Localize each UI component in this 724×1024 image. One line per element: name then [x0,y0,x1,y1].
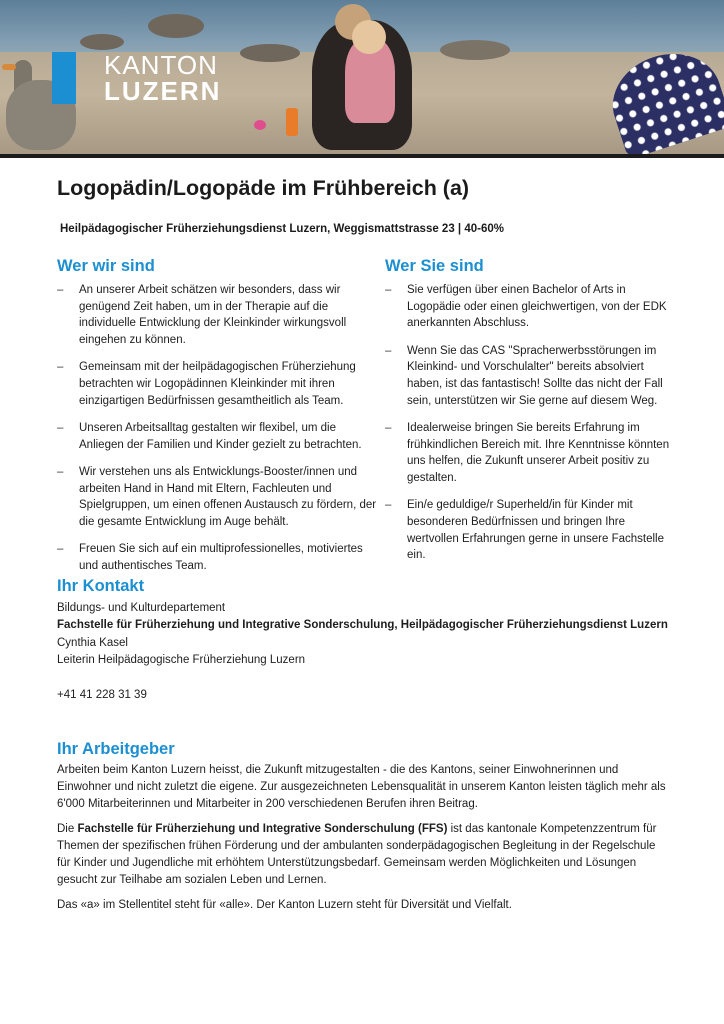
logo-text [104,52,221,104]
employer-paragraph: Arbeiten beim Kanton Luzern heisst, die Zukunft mitzugestalten - die des Kantons, seiner Einwohnerinnen und Einwohner und nicht zuletzt die eigene. Zur ausgezeichneten Lebensqualität in unserem Kanton leisten täglich mehr als 6'000 Mitarbeiterinnen und Mitarbeiter in 200 verschiedenen Berufen ihren Beitrag. [57,764,666,810]
bullet-list [385,282,670,564]
paragraph-prefix: Die [57,823,78,835]
banner-rock [80,34,124,50]
list-item: – Gemeinsam mit der heilpädagogischen Früherziehung betrachten wir Logopädinnen Kleinkinder mit ihren einzigartigen Bedürfnissen gesamtheitlich als Team. [57,359,379,409]
banner-rule [0,154,724,158]
section-wer-sie-sind [385,257,670,575]
section-heading: Ihr Arbeitgeber [57,740,175,758]
list-item: – Freuen Sie sich auf ein multiprofessionelles, motiviertes und authentisches Team. [57,541,379,574]
job-subtitle: Heilpädagogischer Früherziehungsdienst Luzern, Weggismattstrasse 23 | 40-60% [60,223,504,235]
employer-paragraph [57,821,669,889]
list-item: – Ein/e geduldige/r Superheld/in für Kinder mit besonderen Bedürfnissen und bringen Ihre wertvollen Erfahrungen gerne in unsere Fachstelle ein. [385,497,670,564]
section-heading: Wer Sie sind [385,257,484,275]
section-kontakt [57,578,677,705]
bullet-list [57,282,379,575]
section-wer-wir-sind [57,257,379,585]
banner-rock [440,40,510,60]
section-arbeitgeber [57,741,669,922]
list-item: – An unserer Arbeit schätzen wir besonders, dass wir genügend Zeit haben, um in der Therapie auf die individuelle Entwicklung der Kleinkinder wirkungsvoll eingehen zu können. [57,282,379,349]
header-banner [0,0,724,158]
goose-beak [2,64,16,70]
toy-shovel [286,108,298,136]
banner-rock [148,14,204,38]
list-item: – Idealerweise bringen Sie bereits Erfahrung im frühkindlichen Bereich mit. Ihre Kenntnisse könnten uns helfen, die Zukunft unserer Arbeit positiv zu gestalten. [385,420,670,487]
banner-rock [240,44,300,62]
toy-ball [254,120,266,130]
list-item: – Sie verfügen über einen Bachelor of Arts in Logopädie oder einen gleichwertigen, von der EDK anerkannten Abschluss. [385,282,670,332]
list-item: – Wir verstehen uns als Entwicklungs-Booster/innen und arbeiten Hand in Hand mit Eltern, Fachleuten und Spielgruppen, um einen offenen Austausch zu fördern, der die gesamte Entwicklung im Auge behält. [57,464,379,531]
list-item: – Unseren Arbeitsalltag gestalten wir flexibel, um die Anliegen der Familien und Kinder gezielt zu betrachten. [57,420,379,453]
logo-bar [52,52,76,104]
contact-department: Bildungs- und Kulturdepartement [57,601,226,614]
kanton-luzern-logo [52,52,221,104]
logo-line1: KANTON [104,50,218,80]
contact-role: Leiterin Heilpädagogische Früherziehung Luzern [57,654,306,666]
contact-unit: Fachstelle für Früherziehung und Integrative Sonderschulung, Heilpädagogischer Früherziehungsdienst Luzern [57,619,668,631]
logo-line2: LUZERN [104,76,222,106]
section-heading: Ihr Kontakt [57,577,145,595]
paragraph-rest: ist das kantonale Kompetenzzentrum für Themen der spezifischen frühen Förderung und der ambulanten sonderpädagogischen Begleitung in der Regelschule für Kinder und Jugendliche mit erhöhtem Unterstützungsbedarf. Gemeinsam werden Möglichkeiten und Lösungen gesucht zur Teilhabe am sozialen Leben und Lernen. [57,823,657,886]
contact-phone[interactable]: +41 41 228 31 39 [57,689,147,701]
list-item: – Wenn Sie das CAS "Spracherwerbsstörungen im Kleinkind- und Vorschulalter" bereits absolviert haben, ist das fantastisch! Sollte das nicht der Fall sein, unterstützen wir Sie gerne auf diesem Weg. [385,343,670,410]
contact-name: Cynthia Kasel [57,636,128,649]
job-title: Logopädin/Logopäde im Frühbereich (a) [57,176,470,200]
section-heading: Wer wir sind [57,257,155,275]
diversity-note: Das «a» im Stellentitel steht für «alle». Der Kanton Luzern steht für Diversität und Vielfalt. [57,899,512,911]
child-head [352,20,386,54]
ffs-name: Fachstelle für Früherziehung und Integrative Sonderschulung (FFS) [77,823,448,835]
